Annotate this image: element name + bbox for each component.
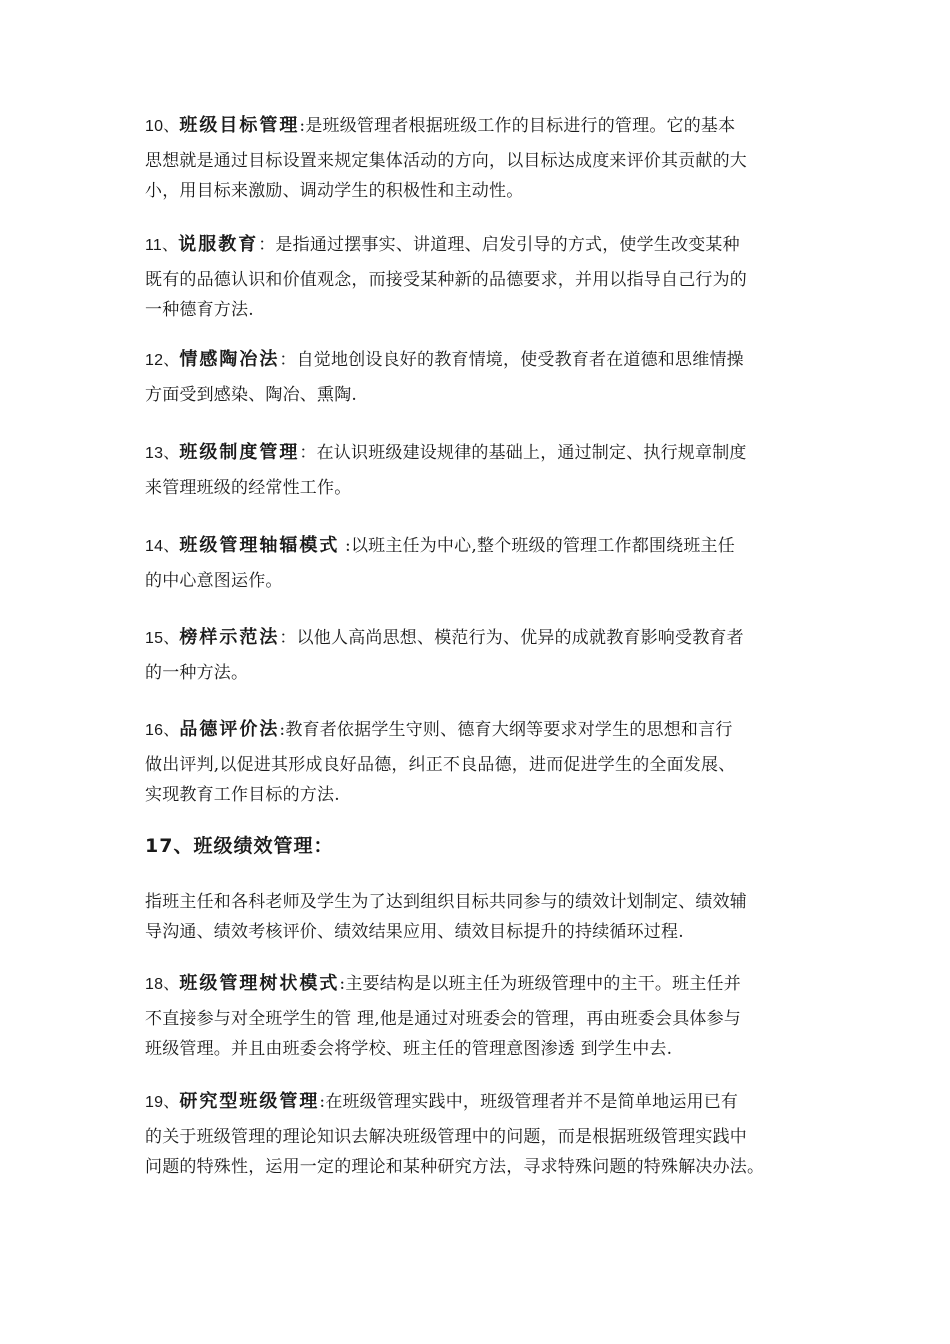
entry-15 xyxy=(145,623,815,688)
entry-first-line xyxy=(145,531,815,562)
entry-text: 实现教育工作目标的方法. xyxy=(145,785,340,805)
entry-first-line xyxy=(145,111,815,142)
entry-text: 导沟通、绩效考核评价、绩效结果应用、绩效目标提升的持续循环过程. xyxy=(145,922,684,942)
entry-19 xyxy=(145,1087,815,1182)
entry-text: ：以他人高尚思想、模范行为、优异的成就教育影响受教育者 xyxy=(279,628,744,648)
entry-term: 班级管理树状模式 xyxy=(179,973,340,994)
entry-text: :以班主任为中心,整个班级的管理工作都围绕班主任 xyxy=(339,536,735,556)
section-17-heading: 17、班级绩效管理： xyxy=(145,835,334,857)
entry-13 xyxy=(145,438,815,503)
entry-text: ：自觉地创设良好的教育情境，使受教育者在道德和思维情操 xyxy=(279,350,744,370)
entry-number: 15、 xyxy=(145,630,180,647)
entry-term: 榜样示范法 xyxy=(179,627,280,648)
entry-first-line xyxy=(145,969,815,1000)
entry-text: 的关于班级管理的理论知识去解决班级管理中的问题，而是根据班级管理实践中 xyxy=(145,1127,747,1147)
entry-number: 19、 xyxy=(145,1094,180,1111)
entry-text: 指班主任和各科老师及学生为了达到组织目标共同参与的绩效计划制定、绩效辅 xyxy=(145,892,747,912)
entry-first-line xyxy=(145,345,815,376)
entry-text: 的中心意图运作。 xyxy=(145,571,283,591)
entry-text: 小，用目标来激励、调动学生的积极性和主动性。 xyxy=(145,181,524,201)
entry-term: 班级目标管理 xyxy=(179,115,300,136)
entry-term: 班级制度管理 xyxy=(179,442,300,463)
entry-number: 12、 xyxy=(145,352,180,369)
entry-text: 一种德育方法. xyxy=(145,300,254,320)
section-17-body xyxy=(145,887,815,947)
entry-text: 班级管理。并且由班委会将学校、班主任的管理意图渗透 到学生中去. xyxy=(145,1039,673,1059)
entry-16 xyxy=(145,715,815,810)
entry-text: :主要结构是以班主任为班级管理中的主干。班主任并 xyxy=(339,974,741,994)
entry-11 xyxy=(145,230,815,325)
entry-term: 情感陶冶法 xyxy=(179,349,280,370)
entry-12 xyxy=(145,345,815,410)
entry-term: 说服教育 xyxy=(178,234,259,255)
entry-term: 班级管理轴辐模式 xyxy=(179,535,340,556)
entry-first-line xyxy=(145,1087,815,1118)
entry-number: 16、 xyxy=(145,722,180,739)
entry-number: 10、 xyxy=(145,118,180,135)
entry-text: 思想就是通过目标设置来规定集体活动的方向，以目标达成度来评价其贡献的大 xyxy=(145,151,747,171)
entry-text: 既有的品德认识和价值观念，而接受某种新的品德要求，并用以指导自己行为的 xyxy=(145,270,747,290)
entry-number: 14、 xyxy=(145,538,180,555)
entry-first-line xyxy=(145,623,815,654)
entry-number: 18、 xyxy=(145,976,180,993)
entry-10 xyxy=(145,111,815,206)
entry-number: 13、 xyxy=(145,445,180,462)
entry-first-line xyxy=(145,438,815,469)
entry-text: 不直接参与对全班学生的管 理,他是通过对班委会的管理，再由班委会具体参与 xyxy=(145,1009,742,1029)
entry-text: :在班级管理实践中，班级管理者并不是简单地运用已有 xyxy=(319,1092,739,1112)
entry-first-line xyxy=(145,230,815,261)
entry-text: 问题的特殊性，运用一定的理论和某种研究方法，寻求特殊问题的特殊解决办法。 xyxy=(145,1157,765,1177)
entry-text: 来管理班级的经常性工作。 xyxy=(145,478,352,498)
entry-text: :是班级管理者根据班级工作的目标进行的管理。它的基本 xyxy=(299,116,736,136)
entry-term: 品德评价法 xyxy=(179,719,280,740)
entry-text: :教育者依据学生守则、德育大纲等要求对学生的思想和言行 xyxy=(279,720,733,740)
entry-text: 做出评判,以促进其形成良好品德，纠正不良品德，进而促进学生的全面发展、 xyxy=(145,755,736,775)
entry-text: 方面受到感染、陶冶、熏陶. xyxy=(145,385,358,405)
entry-first-line xyxy=(145,715,815,746)
entry-text: ：在认识班级建设规律的基础上，通过制定、执行规章制度 xyxy=(299,443,747,463)
entry-text: ：是指通过摆事实、讲道理、启发引导的方式，使学生改变某种 xyxy=(258,235,740,255)
entry-18 xyxy=(145,969,815,1064)
entry-14 xyxy=(145,531,815,596)
entry-text: 的一种方法。 xyxy=(145,663,249,683)
entry-number: 11、 xyxy=(145,237,179,254)
entry-term: 研究型班级管理 xyxy=(179,1091,320,1112)
